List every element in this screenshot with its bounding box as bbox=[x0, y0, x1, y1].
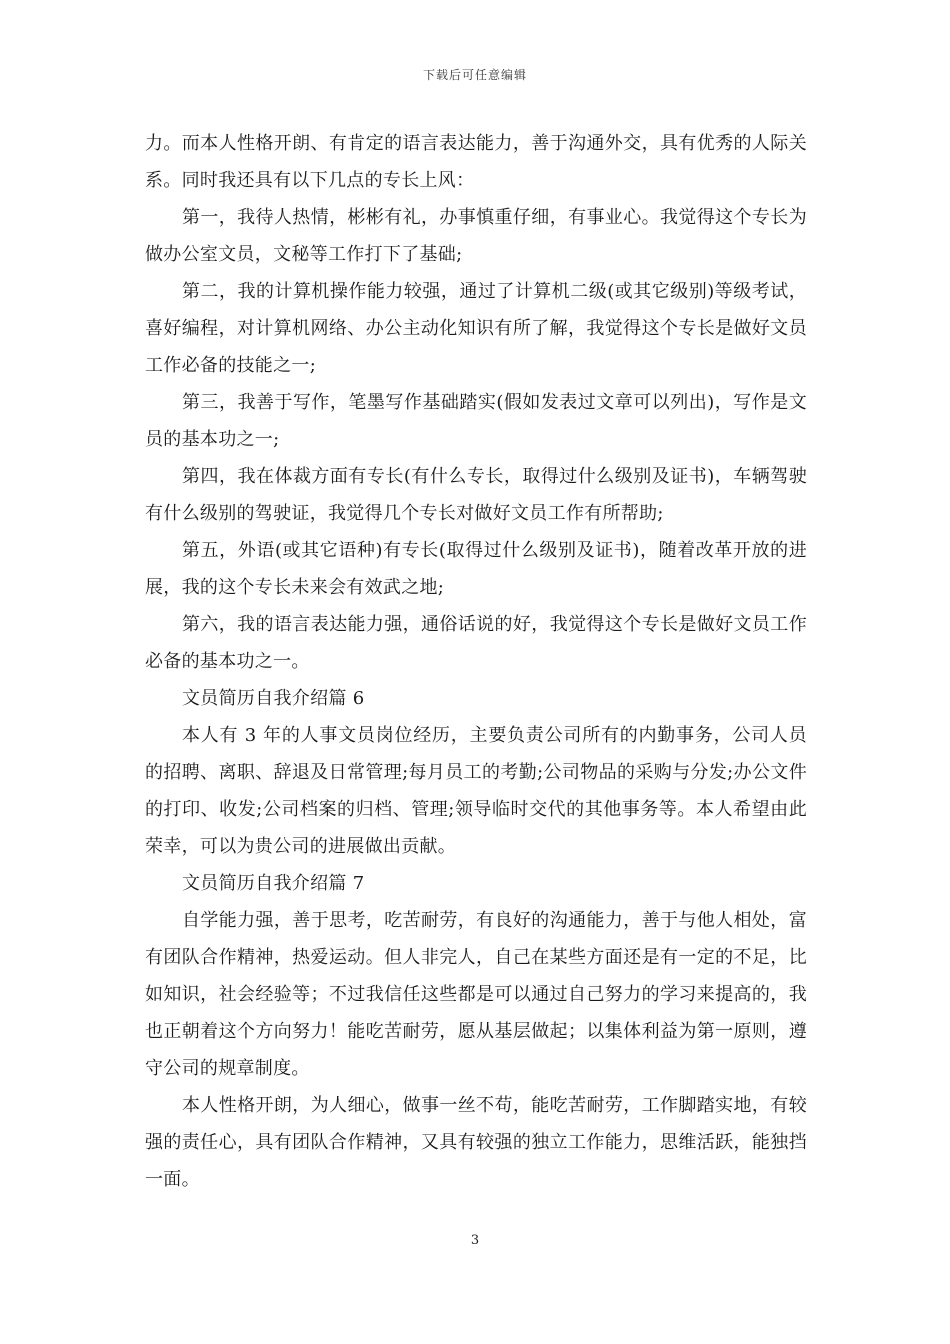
section-heading: 文员简历自我介绍篇 7 bbox=[182, 873, 365, 894]
page-header: 下载后可任意编辑 bbox=[422, 68, 527, 82]
paragraph: 第一，我待人热情，彬彬有礼，办事慎重仔细，有事业心。我觉得这个专长为做办公室文员，文秘等工作打下了基础; bbox=[145, 207, 807, 265]
page-number: 3 bbox=[470, 1233, 480, 1248]
paragraph: 第五，外语(或其它语种)有专长(取得过什么级别及证书)，随着改革开放的进展，我的这个专长未来会有效武之地; bbox=[145, 540, 807, 598]
paragraph: 本人性格开朗，为人细心，做事一丝不苟，能吃苦耐劳，工作脚踏实地，有较强的责任心，具有团队合作精神，又具有较强的独立工作能力，思维活跃，能独挡一面。 bbox=[145, 1095, 807, 1190]
paragraph: 第二，我的计算机操作能力较强，通过了计算机二级(或其它级别)等级考试，喜好编程，对计算机网络、办公主动化知识有所了解，我觉得这个专长是做好文员工作必备的技能之一; bbox=[145, 281, 807, 376]
paragraph: 第六，我的语言表达能力强，通俗话说的好，我觉得这个专长是做好文员工作必备的基本功之一。 bbox=[145, 614, 807, 672]
paragraph: 第三，我善于写作，笔墨写作基础踏实(假如发表过文章可以列出)，写作是文员的基本功之一; bbox=[145, 392, 807, 450]
paragraph: 第四，我在体裁方面有专长(有什么专长，取得过什么级别及证书)，车辆驾驶有什么级别的驾驶证，我觉得几个专长对做好文员工作有所帮助; bbox=[145, 466, 807, 524]
section-heading: 文员简历自我介绍篇 6 bbox=[182, 688, 365, 709]
paragraph: 力。而本人性格开朗、有肯定的语言表达能力，善于沟通外交，具有优秀的人际关系。同时我还具有以下几点的专长上风： bbox=[145, 133, 807, 191]
paragraph: 本人有 3 年的人事文员岗位经历，主要负责公司所有的内勤事务，公司人员的招聘、离职、辞退及日常管理;每月员工的考勤;公司物品的采购与分发;办公文件的打印、收发;公司档案的归档、管理;领导临时交代的其他事务等。本人希望由此荣幸，可以为贵公司的进展做出贡献。 bbox=[145, 725, 807, 857]
paragraph: 自学能力强，善于思考，吃苦耐劳，有良好的沟通能力，善于与他人相处，富有团队合作精神，热爱运动。但人非完人，自己在某些方面还是有一定的不足，比如知识，社会经验等；不过我信任这些都是可以通过自己努力的学习来提高的，我也正朝着这个方向努力！能吃苦耐劳，愿从基层做起；以集体利益为第一原则，遵守公司的规章制度。 bbox=[145, 910, 807, 1079]
document-body bbox=[145, 125, 807, 1198]
